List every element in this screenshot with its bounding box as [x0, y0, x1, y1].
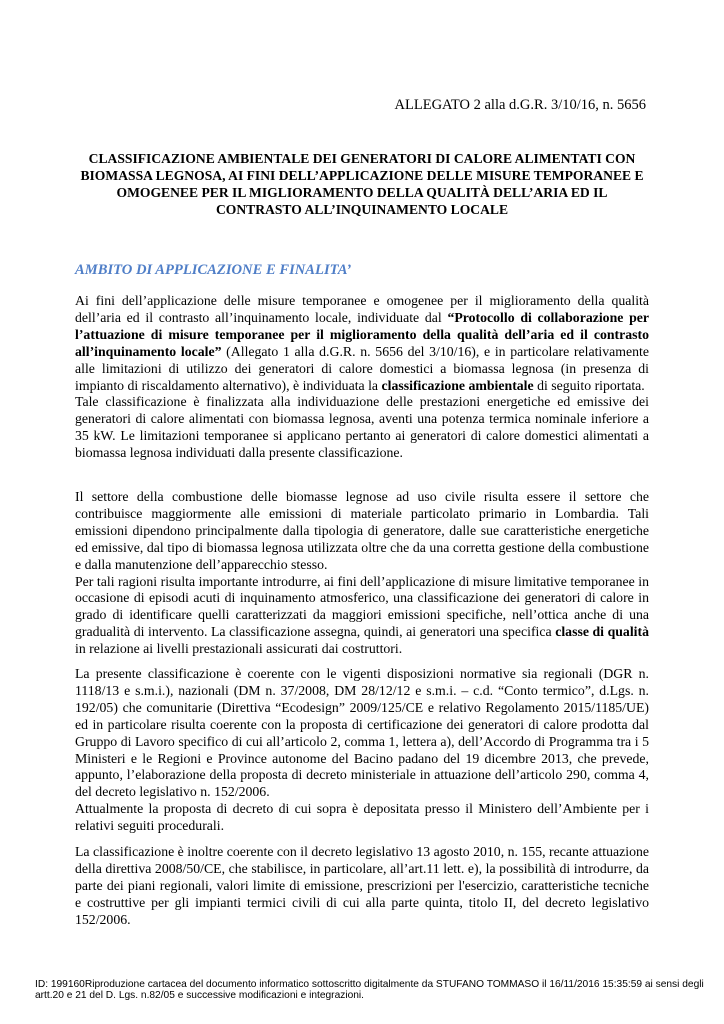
paragraph-4-text-b: in relazione ai livelli prestazionali assicurati dai costruttori. — [75, 641, 403, 657]
paragraph-1-text-c: di seguito riportata. — [533, 377, 645, 393]
paragraph-7: La classificazione è inoltre coerente con il decreto legislativo 13 agosto 2010, n. 155, recante attuazione della direttiva 2008/50/CE, che stabilisce, in particolare, all’art.11 lett. e), la possibilità di introdurre, da parte dei piani regionali, valori limite di emissione, prescrizioni per l'esercizio, caratteristiche tecniche e costruttive per gli impianti termici civili di cui alla parte quinta, titolo II, del decreto legislativo 152/2006. — [75, 844, 649, 927]
document-title: CLASSIFICAZIONE AMBIENTALE DEI GENERATORI DI CALORE ALIMENTATI CON BIOMASSA LEGNOSA, AI FINI DELL’APPLICAZIONE DELLE MISURE TEMPORANEE E OMOGENEE PER IL MIGLIORAMENTO DELLA QUALITÀ DELL’ARIA ED IL CONTRASTO ALL’INQUINAMENTO LOCALE — [80, 151, 644, 217]
section-heading: AMBITO DI APPLICAZIONE E FINALITA’ — [75, 262, 352, 278]
protocol-title-bold: “Protocollo di collaborazione per l’attuazione di misure temporanee per il miglioramento della qualità dell’aria ed il contrasto all’inquinamento locale” — [75, 309, 649, 359]
paragraph-4 — [75, 574, 649, 659]
body-block-4 — [75, 844, 649, 929]
body-block-1 — [75, 293, 649, 462]
paragraph-3: Il settore della combustione delle biomasse legnose ad uso civile risulta essere il settore che contribuisce maggiormente alle emissioni di materiale particolato primario in Lombardia. Tali emissioni dipendono principalmente dalla tipologia di generatore, dalle sue caratteristiche energetiche ed emissive, dal tipo di biomassa legnosa utilizzata oltre che da una corretta gestione della combustione e dalla manutenzione dell’apparecchio stesso. — [75, 489, 649, 572]
digital-signature-footer: ID: 199160Riproduzione cartacea del documento informatico sottoscritto digitalmente da STUFANO TOMMASO il 16/11/2016 15:35:59 ai sensi degli artt.20 e 21 del D. Lgs. n.82/05 e successive modificazioni e integrazioni. — [35, 979, 704, 1001]
paragraph-4-text-a: Per tali ragioni risulta importante introdurre, ai fini dell’applicazione di misure limitative temporanee in occasione di episodi acuti di inquinamento atmosferico, una classificazione dei generatori di calore in grado di identificare quelli caratterizzati da maggiori emissioni specifiche, nell’ottica anche di una gradualità di intervento. La classificazione assegna, quindi, ai generatori una specifica — [75, 573, 649, 640]
classificazione-ambientale-bold: classificazione ambientale — [381, 377, 534, 393]
paragraph-2: Tale classificazione è finalizzata alla individuazione delle prestazioni energetiche ed emissive dei generatori di calore alimentati con biomassa legnosa, aventi una potenza termica nominale inferiore a 35 kW. Le limitazioni temporanee si applicano pertanto ai generatori di calore domestici alimentati a biomassa legnosa individuati dalla presente classificazione. — [75, 394, 649, 461]
paragraph-6: Attualmente la proposta di decreto di cui sopra è depositata presso il Ministero dell’Ambiente per i relativi seguiti procedurali. — [75, 801, 649, 834]
classe-di-qualita-bold: classe di qualità — [555, 624, 649, 640]
body-block-3 — [75, 666, 649, 835]
allegato-reference: ALLEGATO 2 alla d.G.R. 3/10/16, n. 5656 — [394, 97, 646, 113]
body-block-2 — [75, 489, 649, 658]
paragraph-1-text-a: Ai fini dell’applicazione delle misure temporanee e omogenee per il miglioramento della qualità dell’aria ed il contrasto all’inquinamento locale, individuate dal — [75, 293, 649, 325]
paragraph-1-text-b: (Allegato 1 alla d.G.R. n. 5656 del 3/10/16), e in particolare relativamente alle limitazioni di utilizzo dei generatori di calore domestici a biomassa legnosa (in presenza di impianto di riscaldamento alternativo), è individuata la — [75, 343, 649, 393]
paragraph-1 — [75, 293, 649, 394]
paragraph-5: La presente classificazione è coerente con le vigenti disposizioni normative sia regionali (DGR n. 1118/13 e s.m.i.), nazionali (DM n. 37/2008, DM 28/12/12 e s.m.i. – c.d. “Conto termico”, d.Lgs. n. 192/05) che comunitarie (Direttiva “Ecodesign” 2009/125/CE e relativo Regolamento 2015/1185/UE) ed in particolare risulta coerente con la proposta di certificazione dei generatori di calore prodotta dal Gruppo di Lavoro specifico di cui all’articolo 2, comma 1, lettera a), dell’Accordo di Programma tra i 5 Ministeri e le Regioni e Province autonome del Bacino padano del 19 dicembre 2013, che prevede, appunto, l’elaborazione della proposta di decreto ministeriale in attuazione dell’articolo 290, comma 4, del decreto legislativo n. 152/2006. — [75, 666, 649, 800]
